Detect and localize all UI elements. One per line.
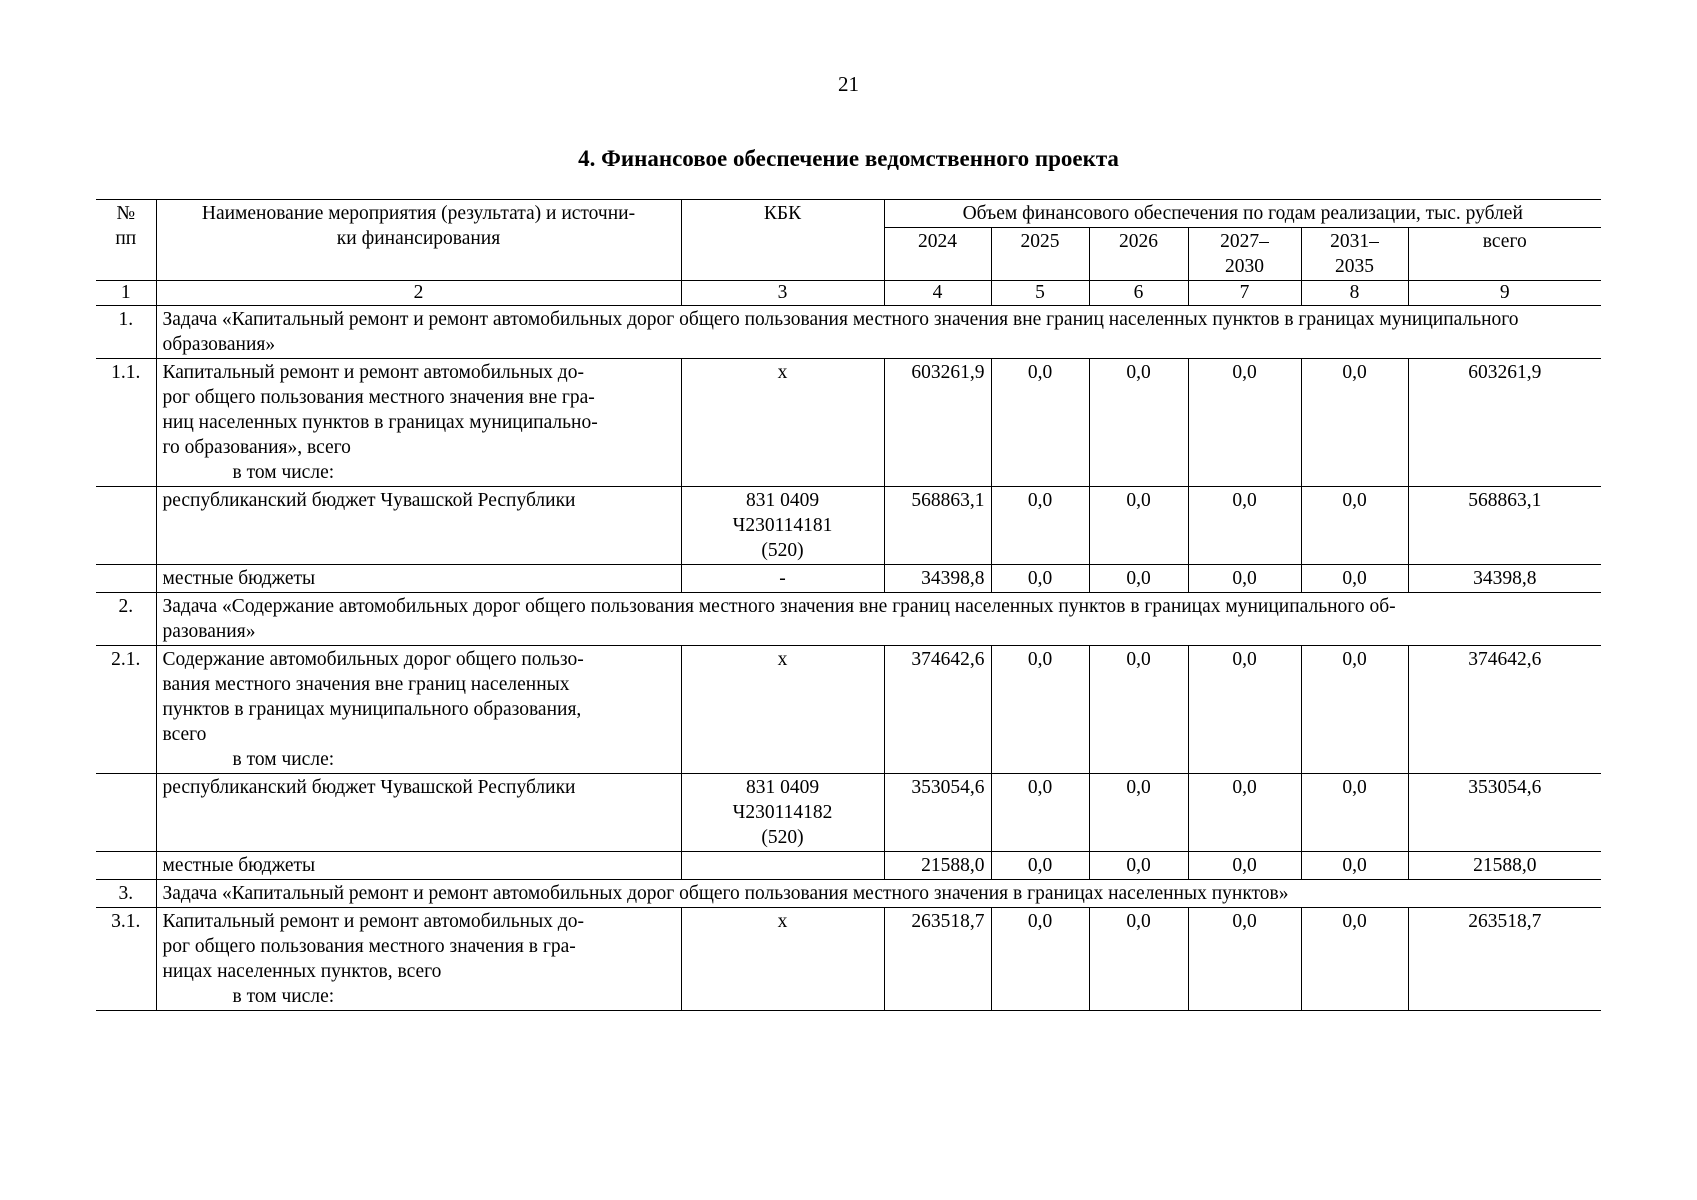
header-no: № пп [96,200,156,281]
year-value: 0,0 [1188,565,1301,593]
item-name [156,646,681,774]
column-number: 1 [96,281,156,306]
row-number: 2. [96,593,156,646]
table-body [96,306,1601,1011]
header-year: 2031– 2035 [1301,228,1408,281]
total-value: 568863,1 [1408,487,1601,565]
total-value: 603261,9 [1408,359,1601,487]
year-value: 0,0 [991,852,1089,880]
year-value: 0,0 [1188,852,1301,880]
year-value: 263518,7 [884,908,991,1011]
item-name [156,487,681,565]
year-value: 0,0 [1089,852,1188,880]
item-name-text: Капитальный ремонт и ремонт автомобильных до- рог общего пользования местного значения в гра- ницах населенных пунктов, всего [162,911,584,982]
column-number: 8 [1301,281,1408,306]
column-number: 5 [991,281,1089,306]
year-value: 0,0 [991,774,1089,852]
year-value: 0,0 [1089,487,1188,565]
year-value: 0,0 [991,565,1089,593]
total-value: 353054,6 [1408,774,1601,852]
year-value: 0,0 [1301,908,1408,1011]
year-value: 0,0 [1301,646,1408,774]
row-number: 3.1. [96,908,156,1011]
header-volume: Объем финансового обеспечения по годам реализации, тыс. рублей [884,200,1601,228]
kbk-code: 831 0409 Ч230114181 (520) [681,487,884,565]
task-text: Задача «Капитальный ремонт и ремонт автомобильных дорог общего пользования местного значения в границах населенных пунктов» [156,880,1601,908]
year-value: 0,0 [1188,774,1301,852]
source-row [96,774,1601,852]
row-number: 2.1. [96,646,156,774]
kbk-code: - [681,565,884,593]
header-year: 2027– 2030 [1188,228,1301,281]
header-kbk: КБК [681,200,884,281]
total-value: 263518,7 [1408,908,1601,1011]
year-value: 0,0 [1188,487,1301,565]
source-row [96,487,1601,565]
header-total: всего [1408,228,1601,281]
column-number: 7 [1188,281,1301,306]
year-value: 0,0 [1089,774,1188,852]
item-name [156,359,681,487]
year-value: 0,0 [1188,908,1301,1011]
task-row [96,593,1601,646]
task-text: Задача «Содержание автомобильных дорог общего пользования местного значения вне границ населенных пунктов в границах муниципального об- разования» [156,593,1601,646]
column-number: 6 [1089,281,1188,306]
row-number: 1. [96,306,156,359]
header-year: 2024 [884,228,991,281]
header-year: 2026 [1089,228,1188,281]
page-title: 4. Финансовое обеспечение ведомственного проекта [578,146,1119,171]
item-name-text: Содержание автомобильных дорог общего пользо- вания местного значения вне границ населенных пунктов в границах муниципального образования, всего [162,649,584,745]
total-value: 21588,0 [1408,852,1601,880]
item-row [96,646,1601,774]
item-name-text: местные бюджеты [162,855,316,876]
including-label: в том числе: [232,462,335,483]
source-row [96,852,1601,880]
item-name-text: местные бюджеты [162,568,316,589]
item-name [156,774,681,852]
year-value: 0,0 [991,908,1089,1011]
item-name-text: республиканский бюджет Чувашской Республики [162,490,576,511]
kbk-code: х [681,359,884,487]
item-name-text: Капитальный ремонт и ремонт автомобильных до- рог общего пользования местного значения вне гра- ниц населенных пунктов в границах муниципально- го образования», всего [162,362,598,458]
header-name: Наименование мероприятия (результата) и источни- ки финансирования [156,200,681,281]
item-row [96,359,1601,487]
item-name [156,908,681,1011]
including-label: в том числе: [232,986,335,1007]
item-name [156,565,681,593]
year-value: 0,0 [1089,565,1188,593]
item-name-text: республиканский бюджет Чувашской Республики [162,777,576,798]
year-value: 353054,6 [884,774,991,852]
year-value: 0,0 [1301,565,1408,593]
total-value: 374642,6 [1408,646,1601,774]
header-year: 2025 [991,228,1089,281]
year-value: 603261,9 [884,359,991,487]
source-row [96,565,1601,593]
row-number: 3. [96,880,156,908]
including-label: в том числе: [232,749,335,770]
row-number: 1.1. [96,359,156,487]
total-value: 34398,8 [1408,565,1601,593]
kbk-code: х [681,646,884,774]
task-row [96,306,1601,359]
financing-table [96,199,1601,1011]
kbk-code: х [681,908,884,1011]
column-number: 4 [884,281,991,306]
year-value: 0,0 [1301,359,1408,487]
task-text: Задача «Капитальный ремонт и ремонт автомобильных дорог общего пользования местного значения вне границ населенных пунктов в границах муниципального образования» [156,306,1601,359]
year-value: 374642,6 [884,646,991,774]
kbk-code [681,852,884,880]
row-number [96,774,156,852]
year-value: 0,0 [1188,359,1301,487]
year-value: 0,0 [1301,774,1408,852]
year-value: 34398,8 [884,565,991,593]
year-value: 0,0 [991,359,1089,487]
table-header [96,200,1601,306]
kbk-code: 831 0409 Ч230114182 (520) [681,774,884,852]
year-value: 0,0 [991,646,1089,774]
column-number: 3 [681,281,884,306]
task-row [96,880,1601,908]
year-value: 21588,0 [884,852,991,880]
year-value: 0,0 [1188,646,1301,774]
year-value: 568863,1 [884,487,991,565]
column-number: 9 [1408,281,1601,306]
year-value: 0,0 [1089,646,1188,774]
row-number [96,565,156,593]
item-row [96,908,1601,1011]
row-number [96,487,156,565]
column-numbers-row [96,281,1601,306]
item-name [156,852,681,880]
page-number: 21 [838,72,859,96]
column-number: 2 [156,281,681,306]
year-value: 0,0 [1301,852,1408,880]
row-number [96,852,156,880]
year-value: 0,0 [991,487,1089,565]
year-value: 0,0 [1089,908,1188,1011]
year-value: 0,0 [1301,487,1408,565]
year-value: 0,0 [1089,359,1188,487]
